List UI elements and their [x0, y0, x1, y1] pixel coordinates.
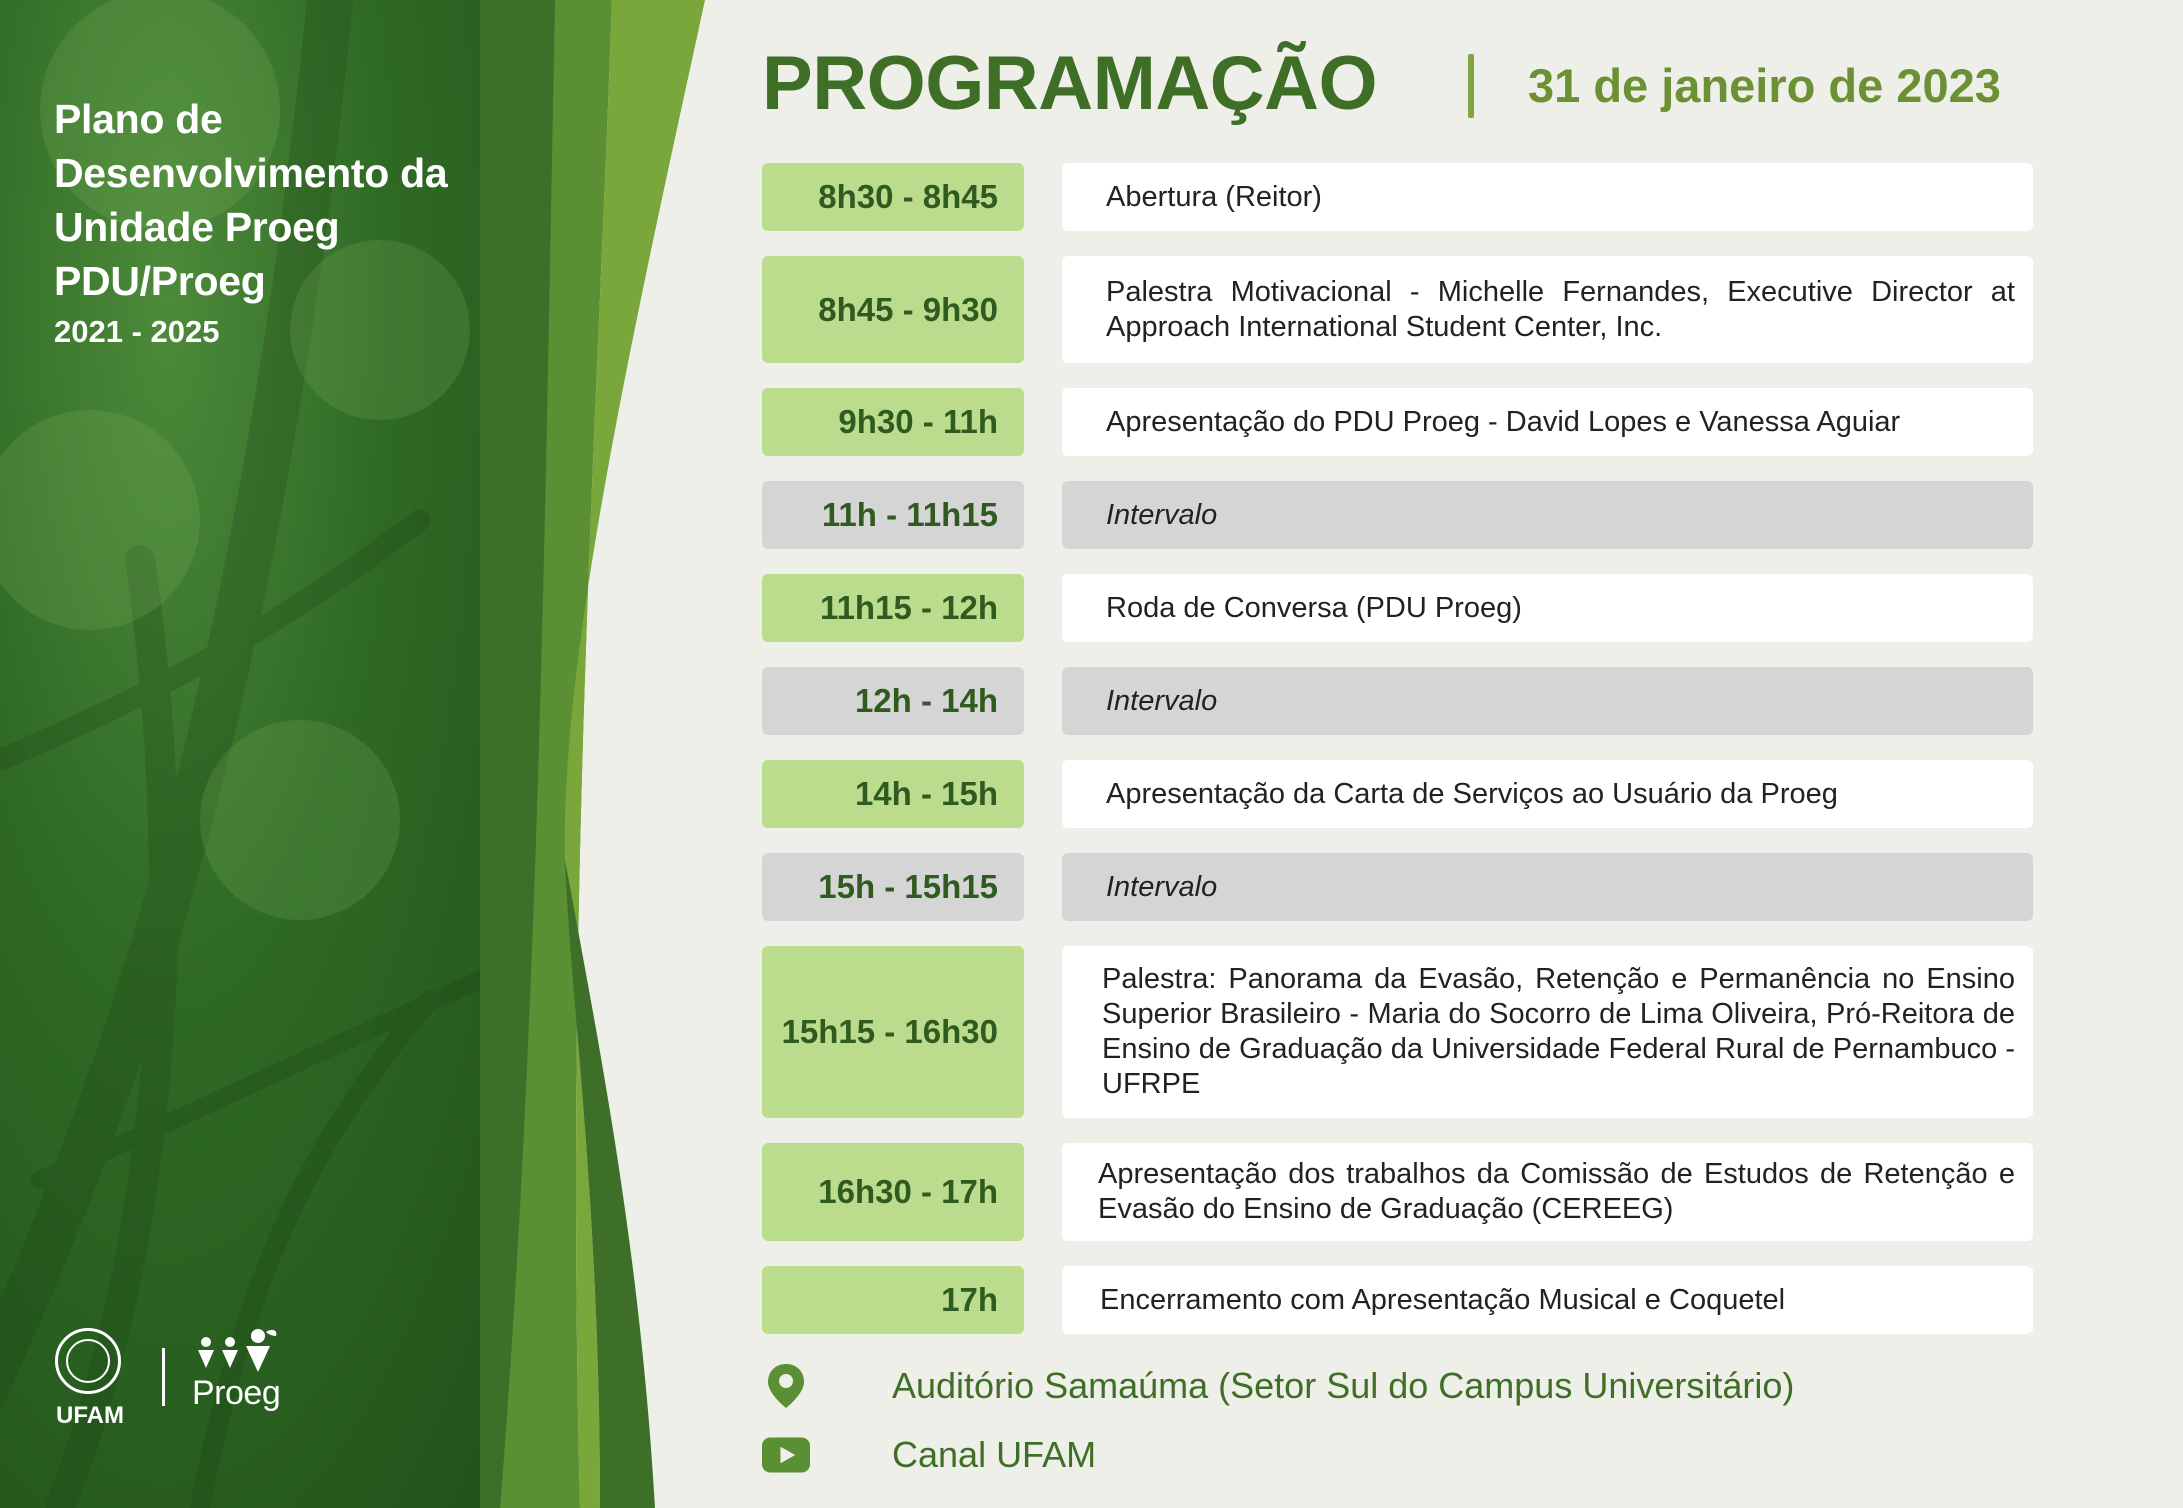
- map-pin-icon: [762, 1362, 810, 1410]
- time-slot: 14h - 15h: [762, 760, 1024, 828]
- activity-text: Encerramento com Apresentação Musical e Coquetel: [1100, 1283, 1786, 1316]
- side-title: [54, 92, 494, 350]
- activity-cell: [1062, 163, 2033, 231]
- break-text: Intervalo: [1106, 498, 1218, 531]
- activity-text: Abertura (Reitor): [1106, 180, 1322, 213]
- ufam-seal-icon: [55, 1328, 121, 1394]
- ufam-logo: [52, 1328, 128, 1430]
- time-slot: 8h45 - 9h30: [762, 256, 1024, 363]
- time-slot: 16h30 - 17h: [762, 1143, 1024, 1241]
- activity-cell: [1062, 388, 2033, 456]
- youtube-icon: [762, 1436, 810, 1474]
- break-text: Intervalo: [1106, 684, 1218, 717]
- location-row: [762, 1360, 1794, 1412]
- people-icon: [192, 1328, 332, 1372]
- side-title-line: Unidade Proeg: [54, 204, 340, 250]
- break-cell: [1062, 667, 2033, 735]
- activity-text: Apresentação do PDU Proeg - David Lopes e Vanessa Aguiar: [1106, 405, 1901, 438]
- page-title: PROGRAMAÇÃO: [762, 41, 1378, 126]
- event-date: 31 de janeiro de 2023: [1528, 59, 2001, 112]
- side-title-line: PDU/Proeg: [54, 258, 266, 304]
- time-slot: 15h15 - 16h30: [762, 946, 1024, 1118]
- break-cell: [1062, 853, 2033, 921]
- activity-cell: [1062, 1143, 2033, 1241]
- logo-divider: [162, 1348, 165, 1406]
- stream-channel: Canal UFAM: [892, 1434, 1097, 1475]
- proeg-logo-text: Proeg: [192, 1374, 281, 1412]
- time-slot-break: 11h - 11h15: [762, 481, 1024, 549]
- activity-cell: [1062, 760, 2033, 828]
- title-divider: [1468, 54, 1474, 118]
- side-title-line: Desenvolvimento da: [54, 150, 448, 196]
- activity-cell: [1062, 574, 2033, 642]
- activity-cell: [1062, 1266, 2033, 1334]
- time-slot: 9h30 - 11h: [762, 388, 1024, 456]
- activity-cell: [1062, 256, 2033, 363]
- proeg-logo: [192, 1328, 332, 1413]
- event-location: Auditório Samaúma (Setor Sul do Campus Universitário): [892, 1365, 1795, 1406]
- time-slot: 17h: [762, 1266, 1024, 1334]
- time-slot-break: 15h - 15h15: [762, 853, 1024, 921]
- ufam-logo-text: UFAM: [56, 1402, 124, 1429]
- side-years: 2021 - 2025: [54, 314, 220, 349]
- side-title-line: Plano de: [54, 96, 223, 142]
- break-cell: [1062, 481, 2033, 549]
- activity-text: Palestra: Panorama da Evasão, Retenção e Permanência no Ensino Superior Brasileiro - Maria do Socorro de Lima Oliveira, Pró-Reitora de Ensino de Graduação da Universidade Federal Rural de Pernambuco - UFRPE: [1102, 963, 2015, 1100]
- activity-text: Roda de Conversa (PDU Proeg): [1106, 591, 1522, 624]
- activity-text: Palestra Motivacional - Michelle Fernandes, Executive Director at Approach International Student Center, Inc.: [1106, 275, 2015, 343]
- time-slot: 8h30 - 8h45: [762, 163, 1024, 231]
- break-text: Intervalo: [1106, 870, 1218, 903]
- activity-text: Apresentação da Carta de Serviços ao Usuário da Proeg: [1106, 777, 1838, 810]
- time-slot: 11h15 - 12h: [762, 574, 1024, 642]
- activity-cell: [1062, 946, 2033, 1118]
- channel-row: [762, 1429, 1096, 1481]
- activity-text: Apresentação dos trabalhos da Comissão de Estudos de Retenção e Evasão do Ensino de Graduação (CEREEG): [1098, 1158, 2015, 1225]
- time-slot-break: 12h - 14h: [762, 667, 1024, 735]
